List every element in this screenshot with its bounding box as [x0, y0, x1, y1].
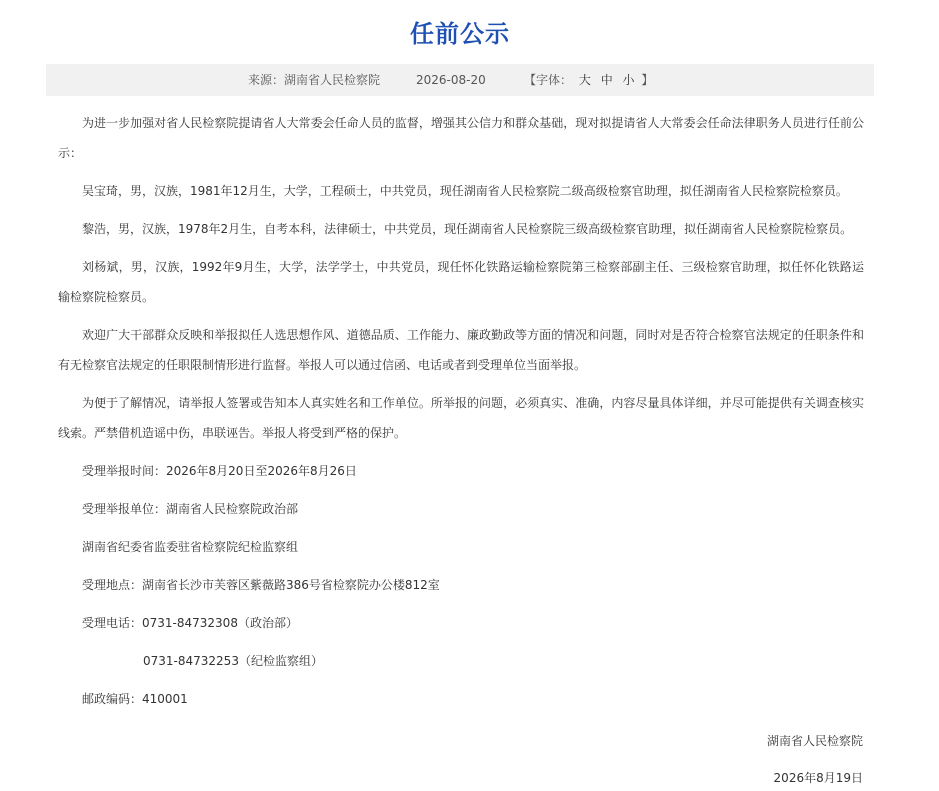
report-time: 受理举报时间：2026年8月20日至2026年8月26日: [82, 464, 357, 478]
font-size-suffix: 】: [641, 73, 654, 87]
candidate-paragraph: 黎浩，男，汉族，1978年2月生，自考本科，法律硕士，中共党员，现任湖南省人民检察院三级高级检察官助理，拟任湖南省人民检察院检察员。: [82, 222, 853, 236]
report-unit-extra: 湖南省纪委省监委驻省检察院纪检监察组: [82, 540, 299, 554]
font-size-switcher: [524, 64, 653, 96]
article-content: [58, 108, 864, 722]
signature-date: 2026年8月19日: [773, 771, 863, 785]
article-meta-bar: [46, 64, 874, 96]
font-size-prefix: 【字体：: [524, 73, 573, 87]
report-paragraph: 欢迎广大干部群众反映和举报拟任人选思想作风、道德品质、工作能力、廉政勤政等方面的情况和问题，同时对是否符合检察官法规定的任职条件和有无检察官法规定的任职限制情形进行监督。举报人可以通过信函、电话或者到受理单位当面举报。: [58, 328, 864, 372]
candidate-paragraph: 刘杨斌，男，汉族，1992年9月生，大学，法学学士，中共党员，现任怀化铁路运输检察院第三检察部副主任、三级检察官助理，拟任怀化铁路运输检察院检察员。: [58, 260, 864, 304]
report-unit: 受理举报单位：湖南省人民检察院政治部: [82, 502, 299, 516]
article-date: 2026-08-20: [416, 73, 486, 87]
font-size-small-button[interactable]: 小: [622, 73, 635, 87]
report-phone-extra: 0731-84732253（纪检监察组）: [143, 654, 323, 668]
intro-paragraph: 为进一步加强对省人民检察院提请省人大常委会任命人员的监督，增强其公信力和群众基础，现对拟提请省人大常委会任命法律职务人员进行任前公示：: [58, 116, 864, 160]
report-paragraph: 为便于了解情况，请举报人签署或告知本人真实姓名和工作单位。所举报的问题，必须真实、准确，内容尽量具体详细，并尽可能提供有关调查核实线索。严禁借机造谣中伤，串联诬告。举报人将受到严格的保护。: [58, 396, 864, 440]
signature-organization: 湖南省人民检察院: [766, 734, 863, 748]
report-phone: 受理电话：0731-84732308（政治部）: [82, 616, 298, 630]
postal-code: 邮政编码：410001: [82, 692, 188, 706]
report-address: 受理地点：湖南省长沙市芙蓉区紫薇路386号省检察院办公楼812室: [82, 578, 440, 592]
font-size-large-button[interactable]: 大: [578, 73, 591, 87]
article-source: 来源：湖南省人民检察院: [248, 73, 381, 87]
font-size-medium-button[interactable]: 中: [600, 73, 613, 87]
candidate-paragraph: 吴宝琦，男，汉族，1981年12月生，大学，工程硕士，中共党员，现任湖南省人民检察院二级高级检察官助理，拟任湖南省人民检察院检察员。: [82, 184, 848, 198]
page-title: 任前公示: [410, 20, 510, 48]
